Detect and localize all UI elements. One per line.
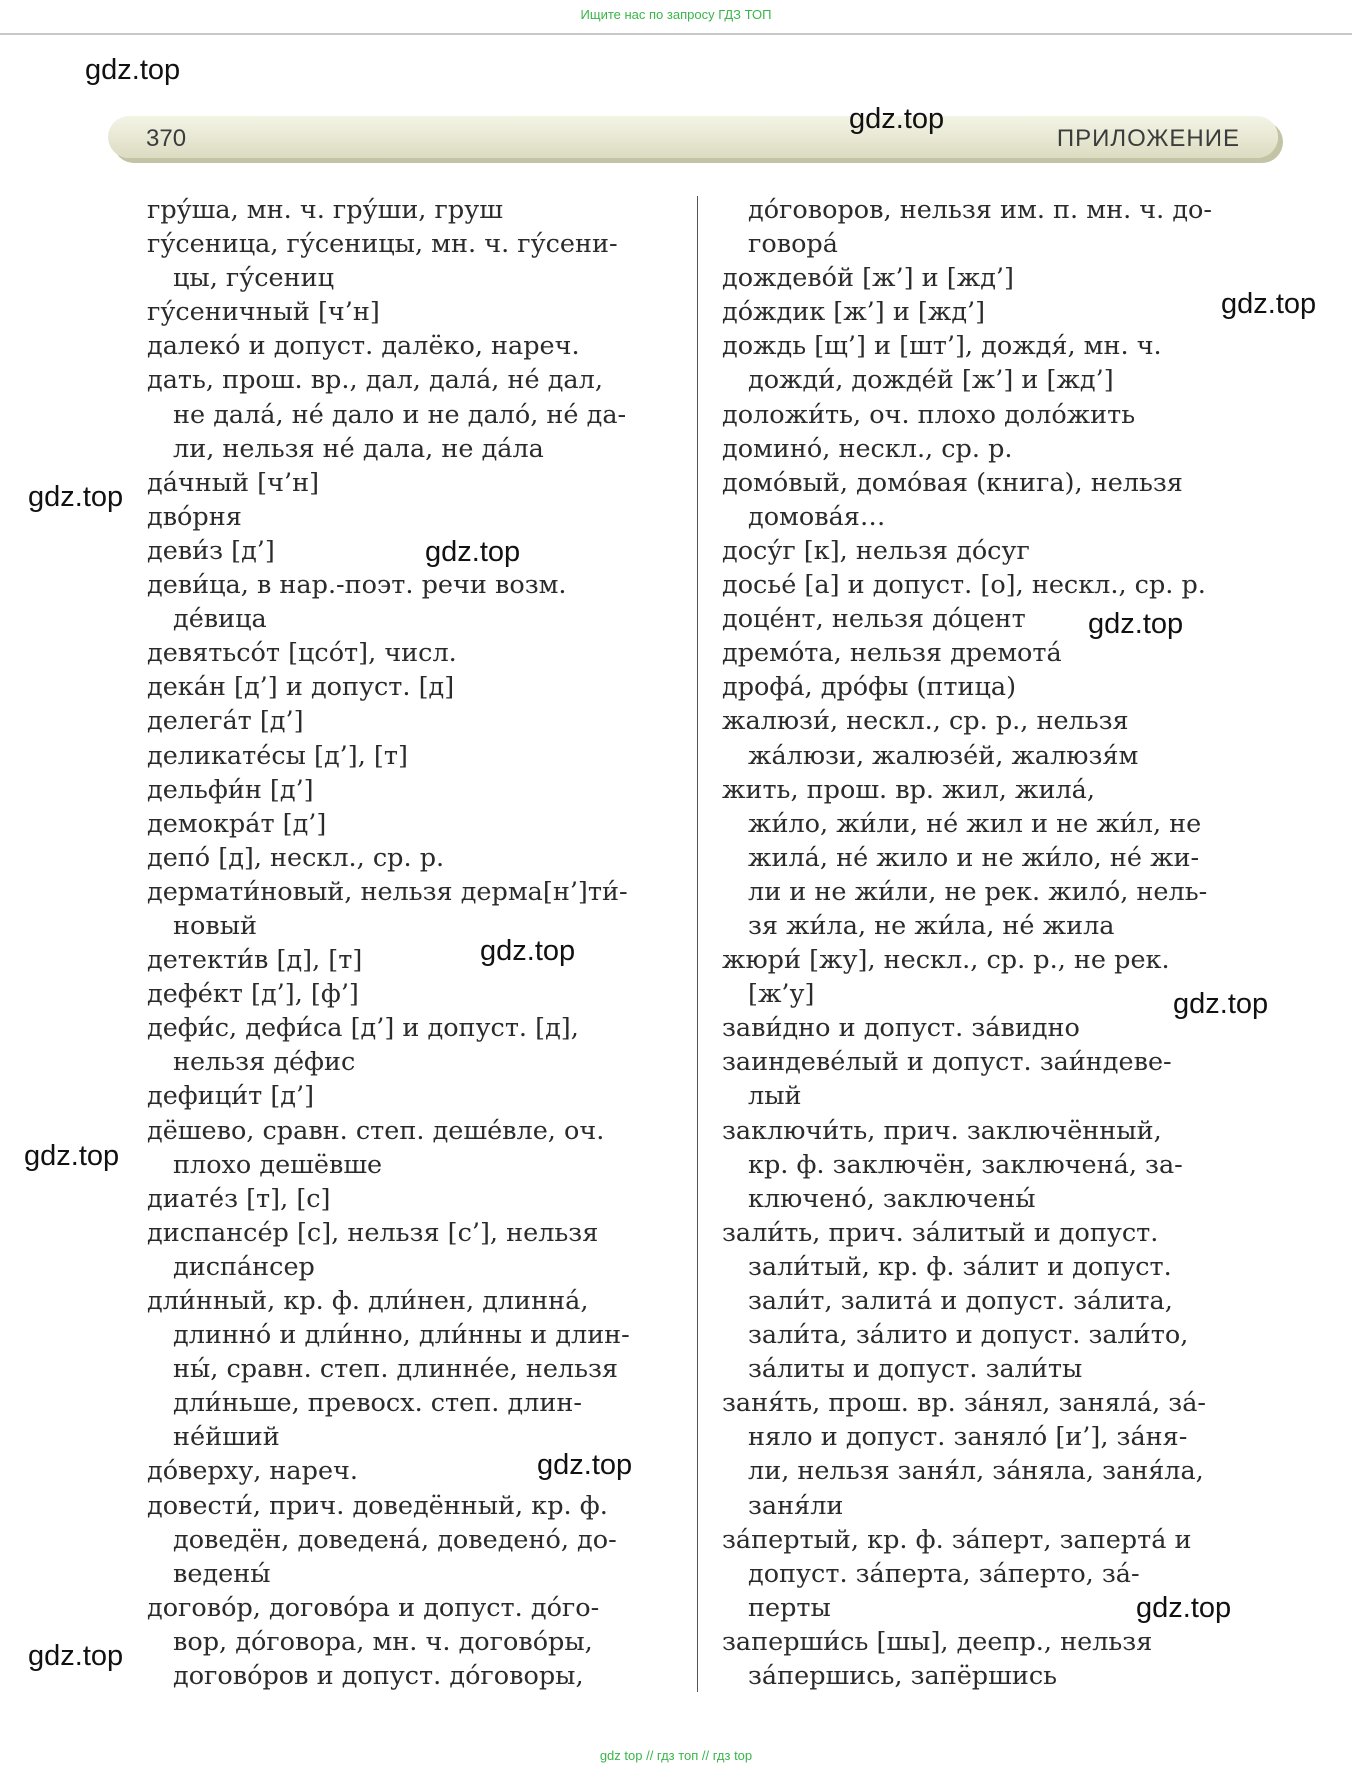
dictionary-line: гу́сеница, гу́сеницы, мн. ч. гу́сени- — [147, 229, 618, 260]
dictionary-line: дека́н [д’] и допуст. [д] — [147, 672, 455, 703]
dictionary-line: жила́, не́ жило и не жи́ло, не́ жи- — [748, 842, 1200, 873]
dictionary-line: дать, прош. вр., дал, дала́, не́ дал, — [147, 365, 603, 396]
watermark: gdz.top — [1136, 1592, 1232, 1624]
dictionary-line: вор, до́говора, мн. ч. догово́ры, — [173, 1626, 593, 1657]
dictionary-line: за́литы и допуст. зали́ты — [748, 1354, 1083, 1385]
dictionary-line: дефе́кт [д’], [ф’] — [147, 979, 359, 1010]
dictionary-line: далеко́ и допуст. далёко, нареч. — [147, 331, 580, 362]
dictionary-line: досу́г [к], нельзя до́суг — [722, 535, 1030, 566]
dictionary-line: жить, прош. вр. жил, жила́, — [722, 774, 1095, 805]
dictionary-line: домо́вый, домо́вая (книга), нельзя — [722, 467, 1183, 498]
dictionary-line: заня́ли — [748, 1490, 844, 1521]
dictionary-line: догово́р, догово́ра и допуст. до́го- — [147, 1592, 600, 1623]
dictionary-line: новый — [173, 910, 257, 941]
watermark: gdz.top — [85, 54, 181, 86]
dictionary-line: зя жи́ла, не жи́ла, не́ жила — [748, 910, 1115, 941]
dictionary-line: дефици́т [д’] — [147, 1081, 315, 1112]
dictionary-line: перты — [748, 1592, 831, 1623]
page-header — [108, 116, 1278, 158]
dictionary-line: жа́люзи, жалюзе́й, жалюзя́м — [748, 740, 1139, 771]
dictionary-line: деликате́сы [д’], [т] — [147, 740, 408, 771]
dictionary-line: зали́т, залита́ и допуст. за́лита, — [748, 1286, 1173, 1316]
dictionary-line: дремо́та, нельзя дремота́ — [722, 638, 1062, 669]
dictionary-line: не дала́, не́ дало и не дало́, не́ да- — [173, 399, 627, 430]
dictionary-line: за́пертый, кр. ф. за́перт, заперта́ и — [722, 1524, 1192, 1555]
dictionary-line: догово́ров и допуст. до́говоры, — [173, 1661, 584, 1692]
watermark: gdz.top — [537, 1449, 633, 1481]
dictionary-line: [ж’у] — [748, 979, 815, 1010]
dictionary-line: дермати́новый, нельзя дерма[н’]ти́- — [147, 876, 628, 907]
dictionary-line: доложи́ть, оч. плохо доло́жить — [722, 399, 1136, 430]
dictionary-line: дли́нный, кр. ф. дли́нен, длинна́, — [147, 1286, 589, 1316]
dictionary-line: ведены́ — [173, 1558, 271, 1589]
dictionary-line: жюри́ [жу], нескл., ср. р., не рек. — [722, 945, 1170, 976]
dictionary-line: до́ждик [ж’] и [жд’] — [722, 297, 986, 328]
dictionary-line: диате́з [т], [с] — [147, 1183, 331, 1214]
dictionary-line: депо́ [д], нескл., ср. р. — [147, 842, 445, 873]
watermark: gdz.top — [849, 103, 945, 135]
dictionary-line: не́йший — [173, 1422, 280, 1453]
dictionary-line: дельфи́н [д’] — [147, 774, 314, 805]
dictionary-line: дли́ньше, превосх. степ. длин- — [173, 1388, 582, 1419]
footer-links: gdz top // гдз топ // гдз top — [599, 1748, 753, 1763]
section-title: ПРИЛОЖЕНИЕ — [1056, 125, 1240, 152]
dictionary-line: дво́рня — [147, 501, 242, 532]
dictionary-line: говора́ — [748, 229, 838, 260]
watermark: gdz.top — [28, 481, 124, 513]
watermark: gdz.top — [425, 536, 521, 568]
dictionary-line: деви́з [д’] — [147, 535, 275, 566]
dictionary-line: досье́ [а] и допуст. [о], нескл., ср. р. — [722, 570, 1206, 601]
dictionary-line: дефи́с, дефи́са [д’] и допуст. [д], — [147, 1013, 579, 1044]
dictionary-line: до́говоров, нельзя им. п. мн. ч. до- — [748, 195, 1213, 225]
dictionary-line: ли, нельзя заня́л, за́няла, заня́ла, — [748, 1456, 1204, 1487]
dictionary-line: ключено́, заключены́ — [748, 1183, 1036, 1214]
dictionary-line: заключи́ть, прич. заключённый, — [722, 1115, 1162, 1146]
dictionary-line: длинно́ и дли́нно, дли́нны и длин- — [173, 1320, 630, 1351]
dictionary-line: делега́т [д’] — [147, 706, 304, 737]
dictionary-line: домино́, нескл., ср. р. — [722, 433, 1013, 464]
dictionary-line: диспансе́р [с], нельзя [с’], нельзя — [147, 1217, 599, 1248]
dictionary-line: лый — [748, 1081, 802, 1112]
column-divider — [697, 196, 698, 1692]
dictionary-line: допуст. за́перта, за́перто, за́- — [748, 1558, 1140, 1589]
dictionary-line: плохо дешёвше — [173, 1149, 383, 1180]
watermark: gdz.top — [1221, 288, 1317, 320]
dictionary-line: довести́, прич. доведённый, кр. ф. — [147, 1490, 608, 1521]
dictionary-line: домова́я… — [748, 501, 886, 532]
dictionary-line: гу́сеничный [ч’н] — [147, 297, 380, 328]
dictionary-line: гру́ша, мн. ч. гру́ши, груш — [147, 195, 503, 225]
dictionary-line: демокра́т [д’] — [147, 808, 327, 839]
dictionary-line: заперши́сь [шы], деепр., нельзя — [722, 1626, 1153, 1657]
dictionary-line: до́верху, нареч. — [147, 1456, 358, 1487]
dictionary-line: кр. ф. заключён, заключена́, за- — [748, 1149, 1183, 1180]
dictionary-line: за́першись, запёршись — [748, 1661, 1057, 1692]
dictionary-line: деви́ца, в нар.-поэт. речи возм. — [147, 570, 567, 601]
dictionary-line: детекти́в [д], [т] — [147, 945, 363, 976]
right-column — [722, 193, 1247, 1693]
dictionary-line: де́вица — [173, 604, 267, 635]
dictionary-line: жалюзи́, нескл., ср. р., нельзя — [722, 706, 1129, 737]
dictionary-line: доведён, доведена́, доведено́, до- — [173, 1524, 617, 1555]
top-banner — [0, 0, 1352, 35]
dictionary-line: зави́дно и допуст. за́видно — [722, 1013, 1080, 1044]
watermark: gdz.top — [28, 1640, 124, 1672]
dictionary-line: дожди́, дожде́й [ж’] и [жд’] — [748, 365, 1114, 396]
dictionary-line: дождево́й [ж’] и [жд’] — [722, 263, 1014, 294]
dictionary-line: дрофа́, дро́фы (птица) — [722, 672, 1017, 703]
dictionary-line: зали́тый, кр. ф. за́лит и допуст. — [748, 1251, 1172, 1282]
dictionary-line: зали́та, за́лито и допуст. зали́то, — [748, 1320, 1189, 1351]
dictionary-line: няло и допуст. заняло́ [и’], за́ня- — [748, 1422, 1188, 1453]
dictionary-line: ли, нельзя не́ дала, не да́ла — [173, 433, 544, 464]
dictionary-line: заня́ть, прош. вр. за́нял, заняла́, за́- — [722, 1388, 1207, 1419]
dictionary-line: девятьсо́т [цсо́т], числ. — [147, 638, 457, 669]
top-banner-text: Ищите нас по запросу ГДЗ ТОП — [580, 7, 772, 22]
dictionary-line: зали́ть, прич. за́литый и допуст. — [722, 1217, 1159, 1248]
dictionary-line: да́чный [ч’н] — [147, 467, 320, 498]
dictionary-line: ны́, сравн. степ. длинне́е, нельзя — [173, 1354, 619, 1385]
dictionary-line: дождь [щ’] и [шт’], дождя́, мн. ч. — [722, 331, 1162, 362]
dictionary-line: жи́ло, жи́ли, не́ жил и не жи́л, не — [748, 808, 1202, 839]
dictionary-line: дёшево, сравн. степ. деше́вле, оч. — [147, 1115, 605, 1146]
watermark: gdz.top — [1088, 608, 1184, 640]
watermark: gdz.top — [480, 935, 576, 967]
dictionary-line: цы, гу́сениц — [173, 263, 335, 294]
watermark: gdz.top — [24, 1140, 120, 1172]
dictionary-line: ли и не жи́ли, не рек. жило́, нель- — [748, 876, 1208, 907]
dictionary-line: нельзя де́фис — [173, 1047, 356, 1078]
page-number: 370 — [146, 125, 187, 152]
dictionary-line: доце́нт, нельзя до́цент — [722, 604, 1026, 635]
dictionary-line: диспа́нсер — [173, 1251, 315, 1282]
watermark: gdz.top — [1173, 988, 1269, 1020]
dictionary-line: заиндеве́лый и допуст. заи́ндеве- — [722, 1047, 1172, 1078]
